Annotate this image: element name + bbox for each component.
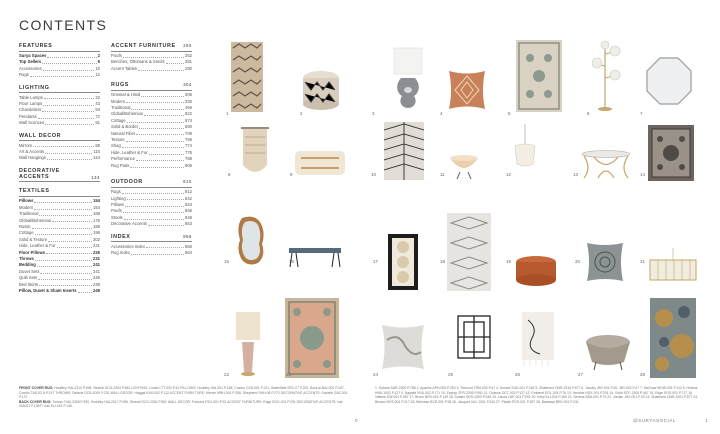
entry-page: 6 xyxy=(97,59,100,65)
leader-dots xyxy=(52,218,92,223)
tile-number: 3 xyxy=(372,111,375,116)
entry-label: Global/Bohemian xyxy=(111,111,144,117)
entry-page: 842 xyxy=(185,195,192,201)
entry-label: Throws xyxy=(19,256,34,262)
product-pendant-12 xyxy=(512,124,538,176)
product-rug-1 xyxy=(231,42,263,112)
leader-dots xyxy=(124,215,184,220)
entry-label: Chandeliers xyxy=(19,107,42,113)
tile-number: 18 xyxy=(440,259,446,264)
entry-label: Pillows xyxy=(111,201,125,207)
entry-label: Wall Hangings xyxy=(19,155,46,161)
entry-page: 622 xyxy=(185,111,192,117)
leader-dots xyxy=(37,262,92,267)
product-throw-26 xyxy=(518,310,558,368)
entry-page: 330 xyxy=(185,98,192,104)
entry-page: 756 xyxy=(185,137,192,143)
product-table-lamp-22 xyxy=(232,310,264,378)
page-title: CONTENTS xyxy=(19,17,108,33)
entry-page: 241 xyxy=(93,268,100,274)
product-rug-10 xyxy=(384,122,424,180)
entry-label: Pillows xyxy=(19,198,34,204)
leader-dots xyxy=(131,250,184,255)
entry-page: 690 xyxy=(185,124,192,130)
product-mirror-7 xyxy=(645,56,693,106)
entry-label: Accessories xyxy=(19,65,42,71)
entry-label: Duvet Sets xyxy=(19,268,40,274)
product-accent-table-13 xyxy=(580,150,632,180)
contents-column-1 xyxy=(19,43,100,294)
entry-label: Stools xyxy=(111,214,123,220)
entry-label: Floor Lamps xyxy=(19,101,43,107)
entry-label: Quilt Sets xyxy=(19,275,38,281)
leader-dots xyxy=(136,131,184,136)
contents-entry xyxy=(19,155,100,161)
section-heading-features: FEATURES xyxy=(19,43,53,49)
entry-page: 853 xyxy=(185,221,192,227)
product-wall-hanging-8 xyxy=(237,125,273,179)
entry-label: Mirrors xyxy=(19,142,33,148)
tile-number: 23 xyxy=(286,372,292,377)
entry-page: 231 xyxy=(93,256,100,262)
entry-page: 72 xyxy=(95,113,100,119)
entry-page: 864 xyxy=(185,249,192,255)
section-heading-index: INDEX 856 xyxy=(111,233,192,240)
section-heading-rugs: RUGS 304 xyxy=(111,82,192,89)
entry-page: 168 xyxy=(93,211,100,217)
leader-dots xyxy=(45,120,94,125)
footer-credits-left xyxy=(19,386,349,409)
tile-number: 16 xyxy=(289,259,295,264)
entry-label: Bed Skirts xyxy=(19,281,39,287)
tile-number: 13 xyxy=(573,172,579,177)
contents-entry xyxy=(111,163,192,169)
tile-number: 22 xyxy=(224,372,230,377)
section-heading-decorative-accents xyxy=(19,168,100,180)
leader-dots xyxy=(139,124,184,129)
leader-dots xyxy=(32,224,92,229)
tile-number: 21 xyxy=(640,259,646,264)
product-rug-23 xyxy=(285,298,339,378)
leader-dots xyxy=(127,118,184,123)
leader-dots xyxy=(78,288,92,293)
entry-label: Natural Fiber xyxy=(111,130,136,136)
social-handle: @SURYASOCIAL xyxy=(633,418,676,423)
entry-label: Rugs xyxy=(111,189,121,195)
leader-dots xyxy=(38,114,95,119)
product-wall-decor-25 xyxy=(454,312,494,362)
product-pouf-2 xyxy=(302,70,340,110)
tile-number: 6 xyxy=(587,111,590,116)
entry-label: Modern xyxy=(19,204,34,210)
leader-dots xyxy=(44,95,95,100)
tile-number: 9 xyxy=(290,172,293,177)
leader-dots xyxy=(122,143,184,148)
tile-number: 10 xyxy=(371,172,377,177)
leader-dots xyxy=(40,269,92,274)
tile-number: 12 xyxy=(506,172,512,177)
entry-page: 53 xyxy=(95,107,100,113)
leader-dots xyxy=(122,189,184,194)
product-floor-lamp-6 xyxy=(592,40,622,112)
entry-label: Traditional xyxy=(19,211,39,217)
entry-page: 281 xyxy=(185,59,192,65)
entry-label: Surya Spaces xyxy=(19,53,47,58)
entry-label: Top Sellers xyxy=(19,59,42,65)
section-heading-wall-decor: WALL DECOR xyxy=(19,132,62,139)
entry-label: Traditional xyxy=(111,105,131,111)
entry-page: 776 xyxy=(185,149,192,155)
leader-dots xyxy=(127,196,184,201)
entry-page: 241 xyxy=(93,262,100,268)
leader-dots xyxy=(149,150,184,155)
entry-label: Art & Accents xyxy=(19,149,45,155)
leader-dots xyxy=(144,111,184,116)
leader-dots xyxy=(57,243,92,248)
contents-entry xyxy=(111,66,192,72)
tile-number: 2 xyxy=(300,111,303,116)
entry-label: Rug Pads xyxy=(111,162,130,168)
product-pillow-9 xyxy=(293,148,347,178)
product-pillow-24 xyxy=(379,322,427,372)
tile-number: 25 xyxy=(448,372,454,377)
leader-dots xyxy=(136,156,184,161)
entry-page: 708 xyxy=(185,130,192,136)
contents-entry xyxy=(111,250,192,256)
leader-dots xyxy=(123,208,184,213)
leader-dots xyxy=(35,256,92,261)
entry-page: 856 xyxy=(185,243,192,249)
leader-dots xyxy=(131,105,184,110)
entry-label: Solid & Border xyxy=(111,124,138,130)
entry-label: Oriental & Hindi xyxy=(111,92,141,98)
entry-page: 188 xyxy=(93,224,100,229)
leader-dots xyxy=(148,221,184,226)
decorative-accents-label: DECORATIVE ACCENTS xyxy=(19,167,60,180)
entry-page: 196 xyxy=(93,230,100,236)
product-pillow-4 xyxy=(446,68,488,112)
leader-dots xyxy=(35,230,92,235)
entry-label: Shag xyxy=(111,143,121,149)
entry-page: 12 xyxy=(95,72,100,78)
leader-dots xyxy=(42,107,94,112)
entry-page: 774 xyxy=(185,143,192,149)
tile-number: 24 xyxy=(373,372,379,377)
entry-page: 176 xyxy=(93,217,100,223)
entry-page: 124 xyxy=(93,155,100,161)
product-bench-16 xyxy=(286,244,344,268)
leader-dots xyxy=(45,149,92,154)
section-heading-outdoor: OUTDOOR 810 xyxy=(111,179,192,186)
leader-dots xyxy=(30,72,95,77)
contents-entry xyxy=(111,221,192,227)
page-number-right: 1 xyxy=(705,418,708,423)
entry-page: 10 xyxy=(95,65,100,71)
tile-number: 4 xyxy=(440,111,443,116)
entry-page: 252 xyxy=(185,53,192,58)
decorative-accents-page: 134 xyxy=(91,174,100,180)
product-rug-5 xyxy=(516,40,562,112)
entry-label: Performance xyxy=(111,156,135,162)
entry-page: 43 xyxy=(95,101,100,107)
leader-dots xyxy=(39,282,92,287)
tile-number: 7 xyxy=(640,111,643,116)
contents-entry xyxy=(19,72,100,78)
section-heading-textiles: TEXTILES xyxy=(19,188,50,195)
entry-page: 202 xyxy=(93,236,100,242)
entry-label: Lighting xyxy=(111,195,126,201)
tile-number: 27 xyxy=(578,372,584,377)
entry-label: Floor Pillows xyxy=(19,249,46,255)
section-heading-accent-furniture: ACCENT FURNITURE 250 xyxy=(111,43,192,49)
tile-number: 5 xyxy=(508,111,511,116)
entry-page: 848 xyxy=(185,214,192,220)
entry-page: 306 xyxy=(185,92,192,98)
leader-dots xyxy=(146,244,184,249)
leader-dots xyxy=(126,99,184,104)
leader-dots xyxy=(33,143,94,148)
entry-page: 246 xyxy=(93,275,100,281)
leader-dots xyxy=(42,59,96,64)
entry-page: 846 xyxy=(185,208,192,214)
product-table-lamp-3 xyxy=(392,46,424,110)
leader-dots xyxy=(125,202,184,207)
entry-label: Pendants xyxy=(19,113,37,119)
entry-label: Hide, Leather & Fur xyxy=(111,149,148,155)
entry-page: 22 xyxy=(95,94,100,100)
entry-page: 88 xyxy=(95,142,100,148)
entry-label: Accessories Index xyxy=(111,243,145,249)
entry-page: 249 xyxy=(93,288,100,294)
entry-label: Benches, Ottomans & Stools xyxy=(111,59,165,65)
leader-dots xyxy=(46,250,92,255)
entry-page: 81 xyxy=(95,120,100,126)
product-bowl-11 xyxy=(448,154,480,180)
product-mirror-15 xyxy=(236,216,266,266)
entry-page: 456 xyxy=(185,105,192,111)
leader-dots xyxy=(126,137,184,142)
tile-number: 26 xyxy=(515,372,521,377)
leader-dots xyxy=(39,211,92,216)
leader-dots xyxy=(166,59,184,64)
leader-dots xyxy=(47,155,92,160)
entry-label: Texture xyxy=(111,137,125,143)
entry-label: Modern xyxy=(111,98,126,104)
contents-entry xyxy=(19,288,100,294)
entry-label: Bedding xyxy=(19,262,36,268)
leader-dots xyxy=(34,198,92,203)
tile-number: 28 xyxy=(640,372,646,377)
product-pouf-19 xyxy=(514,254,558,288)
section-heading-lighting: LIGHTING xyxy=(19,84,50,91)
entry-page: 110 xyxy=(93,149,100,155)
entry-label: Global/Bohemian xyxy=(19,217,52,223)
leader-dots xyxy=(34,205,92,210)
leader-dots xyxy=(123,53,184,58)
leader-dots xyxy=(130,163,184,168)
entry-label: Cottage xyxy=(19,230,34,236)
entry-label: Wall Sconces xyxy=(19,120,45,126)
entry-page: 154 xyxy=(93,204,100,210)
product-stool-27 xyxy=(584,334,632,372)
entry-label: Poufs xyxy=(111,208,122,214)
leader-dots xyxy=(48,237,92,242)
entry-label: Solid & Texture xyxy=(19,236,48,242)
leader-dots xyxy=(43,66,95,71)
page-number-left: 0 xyxy=(355,418,358,423)
entry-label: Poufs xyxy=(111,53,122,58)
entry-label: Decorative Accents xyxy=(111,221,147,227)
entry-label: Pillow, Duvet & Sham Inserts xyxy=(19,288,77,294)
tile-number: 11 xyxy=(440,172,445,177)
entry-page: 843 xyxy=(185,201,192,207)
product-rug-28 xyxy=(650,298,696,378)
entry-page: 248 xyxy=(93,281,100,287)
tile-number: 20 xyxy=(575,259,581,264)
leader-dots xyxy=(43,101,94,106)
back-cover-credits: BACK COVER RUG: Tuman TUM-2305 P.330, Hoddley HAI-2317 P.496, Strandi SCG-2304 P.561 WALL DECOR: Famous FSO-001 P.92 ACCENT FURNITURE: Edge EDG-001 P.291 DECORATIVE ACCENTS: Isla ISA001 P.138 P. Kali KLI-001 P.136 xyxy=(19,399,343,409)
tile-number: 14 xyxy=(640,172,646,177)
entry-page: 221 xyxy=(93,243,100,249)
entry-label: Rugs xyxy=(19,72,29,78)
leader-dots xyxy=(38,275,92,280)
entry-page: 154 xyxy=(93,198,100,204)
leader-dots xyxy=(141,92,184,97)
tile-number: 17 xyxy=(373,259,379,264)
entry-page: 788 xyxy=(185,156,192,162)
leader-dots xyxy=(47,53,96,58)
entry-page: 674 xyxy=(185,117,192,123)
entry-label: Table Lamps xyxy=(19,94,43,100)
front-cover-credits: FRONT COVER RUG: Hoddley HAI-2310 P.496, Strandi SCG-2304 P.561 LIGHTING: Lorain LTT-002 P.42 PILLOWS: Hoddley HAI-001 P.168, Cosmo CXS-001 P.221, Satterfield SFD-07 P.202, Bora ai-BAI-002 P.157, Cosmo TAD-02 A P.197 THROWS: Delacie DCB-1000 P.231 WALL DECOR: Haggai KAS-002 P.112 ACCENT FURN TURE: Mervin MRH-001 P.258, Shepherd SHH-06 P.272 DECORATIVE ACCENTS: Gazelle GAZ-001 P.137 xyxy=(19,386,348,400)
leader-dots xyxy=(138,66,184,71)
entry-page: 2 xyxy=(97,53,100,58)
entry-page: 812 xyxy=(185,189,192,195)
tile-number: 19 xyxy=(506,259,512,264)
contents-entry xyxy=(19,120,100,126)
contents-column-2 xyxy=(111,43,192,256)
entry-label: Hide, Leather & Fur xyxy=(19,243,56,249)
tile-number: 8 xyxy=(228,172,231,177)
tile-number: 1 xyxy=(226,111,229,116)
product-wall-art-17 xyxy=(388,234,418,290)
entry-page: 226 xyxy=(93,249,100,255)
entry-label: Cottage xyxy=(111,117,126,123)
entry-label: Rustic xyxy=(19,224,31,229)
product-chandelier-21 xyxy=(648,248,698,288)
entry-page: 290 xyxy=(185,65,192,71)
tile-number: 15 xyxy=(224,259,230,264)
entry-page: 806 xyxy=(185,162,192,168)
footer-credits-right: 1. Sahara SAR-2300 P.788 2. Apache APH-005 P.253 3. Tremont TRM-002 P.47 4. Sunset SUE-001 P.182 5. Shattered ONR-2316 P.577 6. Jacoby JBY-001 P.26, JBY-002 P.47 7. McGraw MGW-001 P.112 8. Helena HNA-1002 P.127 9. Nayalle NYA-002 P.171 10. Zephyr ZPR-2305 P.551 11. Octavie OCT-002 P.127 12. Emberel EGL-001 P.76 13. Hendrix HDX-001 P.291 14. Solid SCF-2300 P.467 15. Edge EGS-001 P.717 16. Vallerie EW-001 P.287 17. Bronx BRX-001 P.139 18. Solaire SDS-2300 P.345 19. Lanza LNP-001 P.252 20. Kelly KLI-004 P.160 21. Serena SBA-001 P.73 22. Jordan JNY-001 P.29 23. Shattered ONR-2301 P.577 24. Bonam BVS-004 P.217 25. Beliveau BVE-001 P.98 26. Jacquet JAC-1001 P.234 27. Plaide PDS-001 P.287 28. Basbaye BRV-001 P.231 xyxy=(375,386,699,404)
product-pillow-20 xyxy=(584,240,626,284)
product-rug-18 xyxy=(447,213,491,291)
product-rug-14 xyxy=(648,125,694,181)
entry-label: Rug Index xyxy=(111,249,131,255)
entry-label: Accent Tables xyxy=(111,65,137,71)
